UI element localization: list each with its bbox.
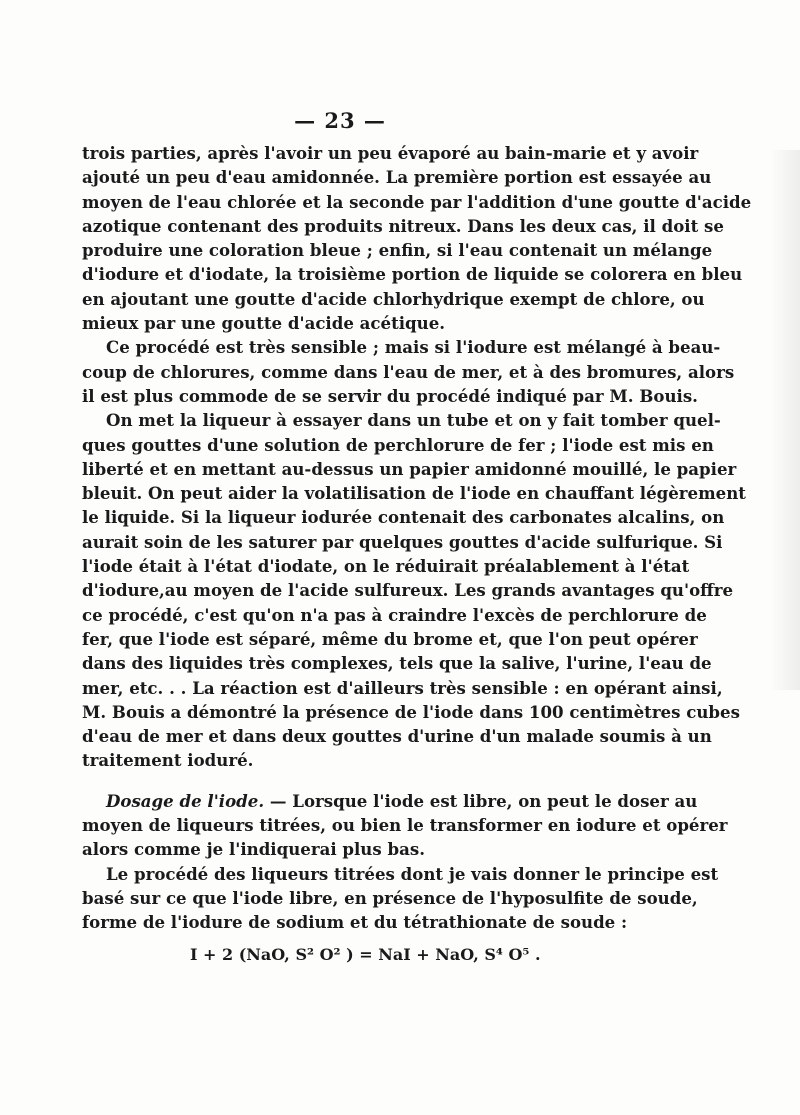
text-line: ajouté un peu d'eau amidonnée. La première portion est essayée au (82, 167, 712, 188)
text-line: d'iodure,au moyen de l'acide sulfureux. Les grands avantages qu'offre (82, 580, 734, 601)
text-line: produire une coloration bleue ; enfin, si l'eau contenait un mélange (82, 240, 713, 261)
text-line: Le procédé des liqueurs titrées dont je vais donner le principe est (106, 863, 719, 884)
text-line: le liquide. Si la liqueur iodurée contenait des carbonates alcalins, on (82, 507, 725, 528)
text-line: ce procédé, c'est qu'on n'a pas à craindre l'excès de perchlorure de (82, 604, 707, 625)
text-line: liberté et en mettant au-dessus un papier amidonné mouillé, le papier (82, 458, 737, 479)
text-line: dans des liquides très complexes, tels que la salive, l'urine, l'eau de (82, 653, 712, 674)
heading-continuation: — Lorsque l'iode est libre, on peut le doser au (264, 790, 698, 811)
text-line: ques gouttes d'une solution de perchlorure de fer ; l'iode est mis en (82, 434, 714, 455)
text-line: mieux par une goutte d'acide acétique. (82, 313, 446, 334)
text-line: il est plus commode de se servir du procédé indiqué par M. Bouis. (82, 385, 698, 406)
text-line: trois parties, après l'avoir un peu évaporé au bain-marie et y avoir (82, 143, 699, 163)
text-line: moyen de l'eau chlorée et la seconde par l'addition d'une goutte d'acide (82, 191, 752, 212)
chemical-formula: I + 2 (NaO, S² O² ) = NaI + NaO, S⁴ O⁵ . (190, 944, 541, 964)
text-line: mer, etc. . . La réaction est d'ailleurs très sensible : en opérant ainsi, (82, 677, 723, 698)
text-line (82, 789, 698, 813)
text-line: coup de chlorures, comme dans l'eau de mer, et à des bromures, alors (82, 361, 735, 382)
bleed-through-shadow (770, 150, 800, 690)
text-line: azotique contenant des produits nitreux. Dans les deux cas, il doit se (82, 215, 724, 236)
text-line: l'iode était à l'état d'iodate, on le réduirait préalablement à l'état (82, 556, 690, 577)
text-line: en ajoutant une goutte d'acide chlorhydrique exempt de chlore, ou (82, 288, 705, 309)
body-text (82, 141, 752, 967)
text-line: alors comme je l'indiquerai plus bas. (82, 839, 425, 860)
text-line: Ce procédé est très sensible ; mais si l'iodure est mélangé à beau- (106, 337, 721, 358)
text-line: d'iodure et d'iodate, la troisième portion de liquide se colorera en bleu (82, 264, 743, 285)
text-line: traitement ioduré. (82, 750, 254, 771)
text-line: aurait soin de les saturer par quelques gouttes d'acide sulfurique. Si (82, 531, 723, 552)
page-number: — 23 — (294, 108, 386, 133)
text-line: M. Bouis a démontré la présence de l'iode dans 100 centimètres cubes (82, 701, 740, 722)
text-line: On met la liqueur à essayer dans un tube et on y fait tomber quel- (106, 410, 721, 431)
text-line: d'eau de mer et dans deux gouttes d'urine d'un malade soumis à un (82, 726, 712, 747)
text-line: basé sur ce que l'iode libre, en présence de l'hyposulfite de soude, (82, 887, 698, 908)
text-line: forme de l'iodure de sodium et du tétrathionate de soude : (82, 912, 628, 933)
section-heading: Dosage de l'iode. (106, 790, 265, 811)
paragraph-gap (82, 773, 630, 789)
text-line: fer, que l'iode est séparé, même du brome et, que l'on peut opérer (82, 628, 698, 649)
text-line: moyen de liqueurs titrées, ou bien le transformer en iodure et opérer (82, 815, 728, 836)
text-line: bleuit. On peut aider la volatilisation de l'iode en chauffant légèrement (82, 483, 746, 504)
